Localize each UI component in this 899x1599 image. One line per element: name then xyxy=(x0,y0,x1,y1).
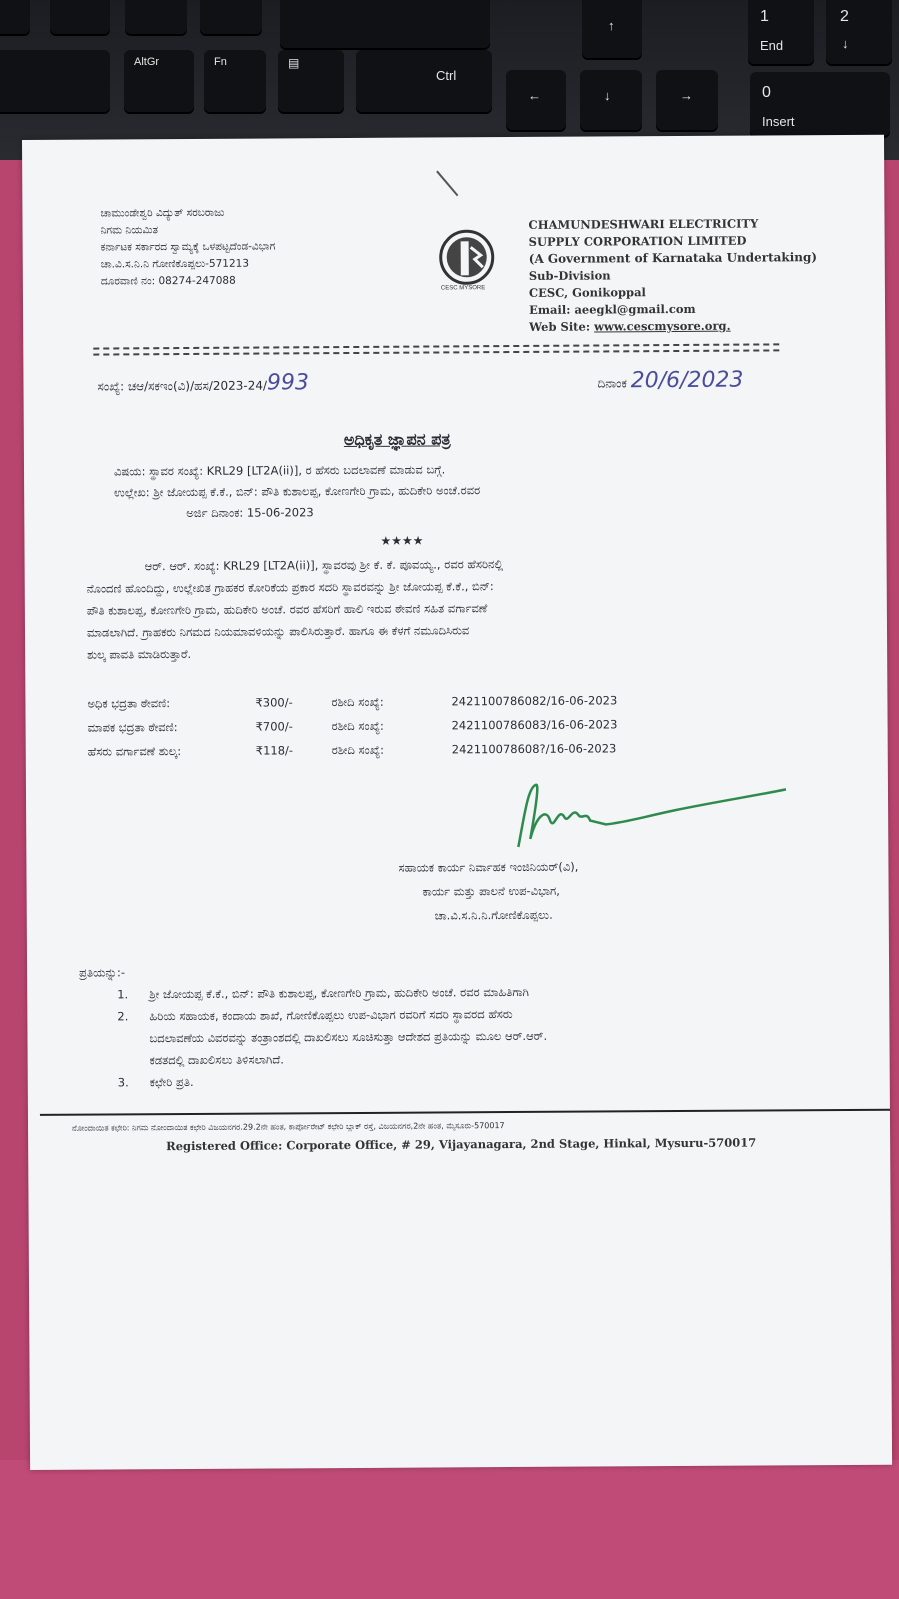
divider xyxy=(93,343,779,349)
copies-section xyxy=(79,957,860,1094)
payment-amount: ₹118/- xyxy=(255,743,294,758)
key-arrow-right: → xyxy=(656,70,718,130)
key-menu: ▤ xyxy=(278,50,344,112)
website-link[interactable]: www.cescmysore.org. xyxy=(594,318,731,334)
body-line: ಮಾಡಲಾಗಿದೆ. ಗ್ರಾಹಕರು ನಿಗಮದ ನಿಯಮಾವಳಿಯನ್ನು ಪಾಲಿಸಿರುತ್ತಾರೆ. ಹಾಗೂ ಈ ಕೆಳಗೆ ನಮೂದಿಸಿರುವ xyxy=(86,623,470,640)
date-label: ದಿನಾಂಕ xyxy=(597,376,627,391)
payment-label: ಹೆಸರು ವರ್ಗಾವಣೆ ಶುಲ್ಕ: xyxy=(87,744,182,759)
reference-date xyxy=(597,368,743,394)
key-1-end: 1 End xyxy=(748,0,814,64)
pen-mark xyxy=(436,171,458,197)
date-handwritten: 20/6/2023 xyxy=(630,367,744,394)
payment-label: ಮಾಪಕ ಭದ್ರತಾ ಠೇವಣಿ: xyxy=(87,720,178,735)
signatory-block xyxy=(398,855,578,928)
footer-rule xyxy=(40,1109,890,1116)
copy-number: 2. xyxy=(117,1009,129,1024)
logo-caption: CESC MYSORE xyxy=(440,285,486,292)
key-arrow-up: ↑ xyxy=(582,0,642,58)
reference-line: ಉಲ್ಲೇಖ: ಶ್ರೀ ಜೋಯಪ್ಪ ಕೆ.ಕೆ., ಬಿನ್: ಪೌತಿ ಕುಶಾಲಪ್ಪ, ಕೋಣಗೇರಿ ಗ್ರಾಮ, ಹುದಿಕೇರಿ ಅಂಚೆ.ರವರ xyxy=(114,483,481,500)
body-line: ಆರ್. ಆರ್. ಸಂಖ್ಯೆ: KRL29 [LT2A(ii)], ಸ್ಥಾವರವು ಶ್ರೀ ಕೆ. ಕೆ. ಪೂವಯ್ಯ., ರವರ ಹೆಸರಿನಲ್ಲಿ xyxy=(144,557,504,574)
key-2-down: 2 ↓ xyxy=(826,0,892,64)
office-division: Sub-Division xyxy=(528,268,611,283)
copy-text: ಹಿರಿಯ ಸಹಾಯಕ, ಕಂದಾಯ ಶಾಖೆ, ಗೋಣಿಕೊಪ್ಪಲು ಉಪ-ವಿಭಾಗ ರವರಿಗೆ ಸದರಿ ಸ್ಥಾವರದ ಹೆಸರು xyxy=(149,1007,513,1024)
payment-amount: ₹700/- xyxy=(255,719,293,734)
key xyxy=(0,50,110,112)
receipt-number: 242110078608?/16-06-2023 xyxy=(451,741,617,757)
key xyxy=(0,0,30,34)
signatory-office: ಕಾರ್ಯ ಮತ್ತು ಪಾಲನೆ ಉಪ-ವಿಭಾಗ, xyxy=(422,883,560,899)
cesc-logo-icon xyxy=(435,229,499,293)
key-altgr: AltGr xyxy=(124,50,194,112)
email-label: Email: xyxy=(529,302,571,317)
footer-english: Registered Office: Corporate Office, # 29, Vijayanagara, 2nd Stage, Hinkal, Mysuru-570017 xyxy=(166,1135,757,1154)
copy-text: ಕಛೇರಿ ಪ್ರತಿ. xyxy=(149,1074,194,1090)
key-arrow-left: ← xyxy=(506,70,566,130)
copy-text: ಶ್ರೀ ಜೋಯಪ್ಪ ಕೆ.ಕೆ., ಬಿನ್: ಪೌತಿ ಕುಶಾಲಪ್ಪ, ಕೋಣಗೇರಿ ಗ್ರಾಮ, ಹುದಿಕೇರಿ ಅಂಚೆ. ರವರ ಮಾಹಿತಿಗಾಗಿ xyxy=(149,984,529,1002)
receipt-label: ರಶೀದಿ ಸಂಖ್ಯೆ: xyxy=(331,718,384,734)
signature xyxy=(506,775,796,857)
payment-row xyxy=(88,735,848,764)
copy-text: ಕಡತದಲ್ಲಿ ದಾಖಲಿಸಲು ತಿಳಿಸಲಾಗಿದೆ. xyxy=(149,1052,284,1068)
copy-item xyxy=(79,1001,859,1072)
desk-surface xyxy=(0,1460,899,1599)
letterhead-kannada xyxy=(100,204,421,291)
receipt-label: ರಶೀದಿ ಸಂಖ್ಯೆ: xyxy=(331,742,385,758)
application-date-line: ಅರ್ಜಿ ದಿನಾಂಕ: 15-06-2023 xyxy=(186,505,314,521)
copy-text: ಬದಲಾವಣೆಯ ವಿವರವನ್ನು ತಂತ್ರಾಂಶದಲ್ಲಿ ದಾಖಲಿಸಲು ಸೂಚಿಸುತ್ತಾ ಆದೇಶದ ಪ್ರತಿಯನ್ನು ಮೂಲ ಆರ್.ಆರ್. xyxy=(149,1028,548,1046)
receipt-label: ರಶೀದಿ ಸಂಖ್ಯೆ: xyxy=(331,694,384,710)
key xyxy=(125,0,187,34)
letterhead-line: ಚಾಮುಂಡೇಶ್ವರಿ ವಿದ್ಯುತ್ ಸರಬರಾಜು xyxy=(100,206,225,220)
letterhead-line: ನಿಗಮ ನಿಯಮಿತ xyxy=(100,224,159,237)
divider xyxy=(93,349,779,355)
letterhead-line: ಕರ್ನಾಟಕ ಸರ್ಕಾರದ ಸ್ವಾಮ್ಯಕ್ಕೆ ಒಳಪಟ್ಟದೆಂಡ-ವಿಭಾಗ xyxy=(100,240,276,254)
letterhead-line: ದೂರವಾಣಿ ನಂ: 08274-247088 xyxy=(100,274,236,288)
body-line: ಪೌತಿ ಕುಶಾಲಪ್ಪ, ಕೋಣಗೇರಿ ಗ್ರಾಮ, ಹುದಿಕೇರಿ ಅಂಚೆ. ರವರ ಹೆಸರಿಗೆ ಹಾಲಿ ಇರುವ ಠೇವಣಿ ಸಹಿತ ವರ್ಗಾವಣೆ xyxy=(86,601,488,618)
subject-line: ವಿಷಯ: ಸ್ಥಾವರ ಸಂಖ್ಯೆ: KRL29 [LT2A(ii)], ರ ಹೆಸರು ಬದಲಾವಣೆ ಮಾಡುವ ಬಗ್ಗೆ. xyxy=(113,462,446,479)
reference-number xyxy=(97,370,309,396)
letterhead-english xyxy=(528,215,869,336)
website-line xyxy=(529,317,869,336)
payment-amount: ₹300/- xyxy=(255,695,293,710)
company-tagline: (A Government of Karnataka Undertaking) xyxy=(528,250,818,266)
subject-block xyxy=(114,457,854,525)
key-ctrl: Ctrl xyxy=(356,50,492,112)
copies-heading: ಪ್ರತಿಯನ್ನು:- xyxy=(79,965,126,980)
body-paragraph xyxy=(87,551,848,666)
payments-table xyxy=(87,687,847,764)
signatory-organisation: ಚಾ.ವಿ.ಸ.ನಿ.ನಿ.ಗೋಣಿಕೊಪ್ಪಲು. xyxy=(434,907,553,923)
letterhead-line: ಚಾ.ವಿ.ಸ.ನಿ.ನಿ ಗೋಣಿಕೊಪ್ಪಲು-571213 xyxy=(100,257,250,271)
company-name-line: CHAMUNDESHWARI ELECTRICITY xyxy=(528,216,759,232)
email-link[interactable]: aeegkl@gmail.com xyxy=(574,301,696,317)
office-name: CESC, Gonikoppal xyxy=(528,285,646,300)
body-line: ನೊಂದಣಿ ಹೊಂದಿದ್ದು, ಉಲ್ಲೇಖಿತ ಗ್ರಾಹಕರ ಕೋರಿಕೆಯ ಪ್ರಕಾರ ಸದರಿ ಸ್ಥಾವರವನ್ನು ಶ್ರೀ ಜೋಯಪ್ಪ ಕೆ.ಕೆ., ಬಿನ್: xyxy=(86,579,494,596)
reference-label: ಸಂಖ್ಯೆ: ಚಆ/ಸಕಇಂ(ವಿ)/ಹಸ/2023-24/ xyxy=(97,378,268,394)
company-name-line: SUPPLY CORPORATION LIMITED xyxy=(528,233,747,249)
email-line xyxy=(529,300,869,319)
document-page xyxy=(22,135,892,1470)
footer-kannada: ನೋಂದಾಯಿತ ಕಛೇರಿ: ನಿಗಮ ನೋಂದಾಯಿತ ಕಛೇರಿ ವಿಜಯನಗರ.29.2ನೇ ಹಂತ, ಕಾರ್ಪೋರೇಟ್ ಕಛೇರಿ ಬ್ಲಾಕ್ ರಸ್ತೆ, ವಿಜಯನಗರ,2ನೇ ಹಂತ, ಮೈಸೂರು-570017 xyxy=(72,1121,505,1133)
key-fn: Fn xyxy=(204,50,266,112)
key-shift xyxy=(280,0,490,48)
document-title: ಅಧಿಕೃತ ಜ್ಞಾಪನ ಪತ್ರ xyxy=(343,429,451,450)
receipt-number: 2421100786082/16-06-2023 xyxy=(451,693,618,709)
copy-number: 1. xyxy=(117,987,129,1002)
signatory-designation: ಸಹಾಯಕ ಕಾರ್ಯ ನಿರ್ವಾಹಕ ಇಂಜಿನಿಯರ್(ವಿ), xyxy=(398,859,579,875)
separator-stars: ★★★★ xyxy=(380,533,424,548)
body-line: ಶುಲ್ಕ ಪಾವತಿ ಮಾಡಿರುತ್ತಾರೆ. xyxy=(87,646,192,662)
copy-number: 3. xyxy=(117,1075,129,1090)
key-0-insert: 0 Insert xyxy=(750,72,890,136)
website-label: Web Site: xyxy=(529,319,591,334)
key xyxy=(50,0,110,34)
receipt-number: 2421100786083/16-06-2023 xyxy=(451,717,618,733)
key xyxy=(200,0,262,34)
reference-handwritten: 993 xyxy=(266,370,310,396)
key-arrow-down: ↓ xyxy=(580,70,642,130)
cesc-logo xyxy=(435,229,499,293)
payment-label: ಅಧಿಕ ಭದ್ರತಾ ಠೇವಣಿ: xyxy=(87,696,171,711)
